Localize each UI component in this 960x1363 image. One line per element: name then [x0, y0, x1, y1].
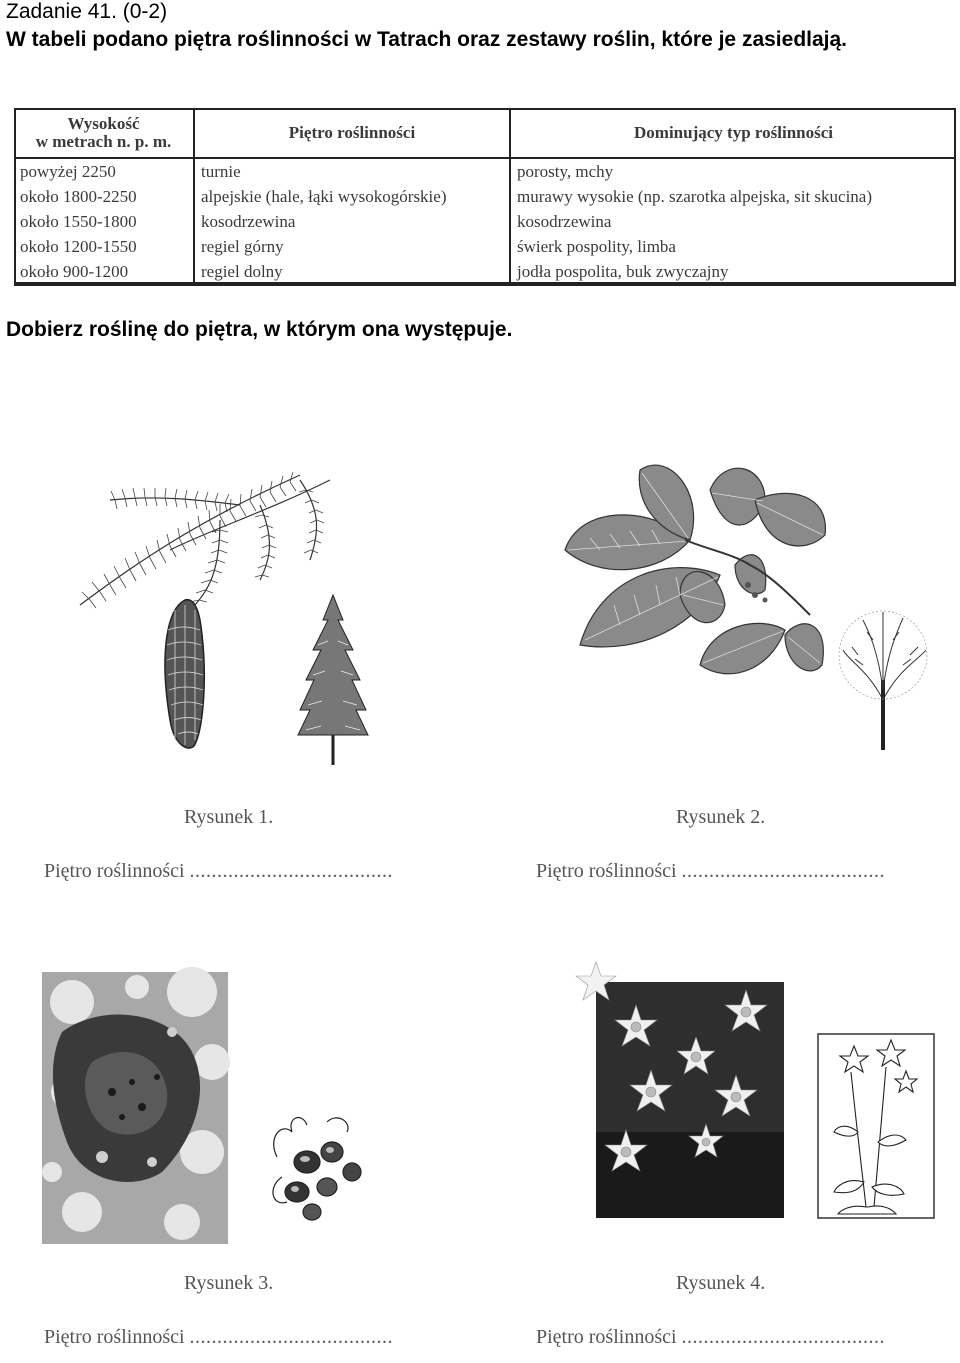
edelweiss-icon	[596, 982, 946, 1222]
figure-1-caption: Rysunek 1.	[184, 806, 274, 828]
cell-zone: regiel dolny	[194, 259, 510, 285]
table-row	[14, 184, 956, 209]
figure-3-caption: Rysunek 3.	[184, 1272, 274, 1294]
answer-label: Piętro roślinności	[44, 860, 185, 882]
cell-dominant: świerk pospolity, limba	[517, 236, 676, 256]
lichen-rock-icon	[42, 972, 372, 1247]
answer-blank[interactable]: .....................................	[681, 1326, 886, 1348]
answer-label: Piętro roślinności	[536, 1326, 677, 1348]
table-row	[14, 209, 956, 234]
instruction: Dobierz roślinę do piętra, w którym ona występuje.	[6, 318, 513, 341]
spruce-branch-cone-tree-icon	[70, 460, 380, 770]
cell-dominant: kosodrzewina	[517, 211, 612, 231]
figure-4-caption: Rysunek 4.	[676, 1272, 766, 1294]
cell-dominant: jodła pospolita, buk zwyczajny	[510, 259, 956, 285]
header-dominant: Dominujący typ roślinności	[510, 108, 956, 158]
beech-leaves-tree-icon	[560, 455, 950, 755]
cell-zone: turnie	[194, 158, 510, 184]
cell-dominant: murawy wysokie (np. szarotka alpejska, sit skucina)	[517, 186, 873, 206]
vegetation-zones-table	[14, 108, 956, 286]
figure-2-caption: Rysunek 2.	[676, 806, 766, 828]
figure-3-answer	[44, 1326, 393, 1349]
cell-altitude: około 900-1200	[14, 259, 194, 285]
task-intro: W tabeli podano piętra roślinności w Tatrach oraz zestawy roślin, które je zasiedlają.	[6, 28, 848, 51]
cell-dominant: porosty, mchy	[517, 161, 614, 181]
header-altitude-line2: w metrach n. p. m.	[35, 131, 172, 151]
cell-altitude: około 1550-1800	[14, 209, 194, 234]
cell-altitude: powyżej 2250	[14, 158, 194, 184]
answer-label: Piętro roślinności	[536, 860, 677, 882]
answer-blank[interactable]: .....................................	[189, 860, 394, 882]
cell-altitude: około 1800-2250	[14, 184, 194, 209]
figure-2-answer	[536, 860, 885, 883]
answer-blank[interactable]: .....................................	[189, 1326, 394, 1348]
task-number: Zadanie 41. (0-2)	[6, 0, 168, 23]
answer-label: Piętro roślinności	[44, 1326, 185, 1348]
cell-zone: alpejskie (hale, łąki wysokogórskie)	[194, 184, 510, 209]
table-row	[14, 259, 956, 285]
answer-blank[interactable]: .....................................	[681, 860, 886, 882]
table-row	[14, 158, 956, 184]
table-row	[14, 234, 956, 259]
header-zone: Piętro roślinności	[194, 108, 510, 158]
figure-1-answer	[44, 860, 393, 883]
cell-zone: regiel górny	[194, 234, 510, 259]
header-altitude	[14, 108, 194, 158]
figure-4-answer	[536, 1326, 885, 1349]
cell-zone: kosodrzewina	[194, 209, 510, 234]
header-altitude-line1: Wysokość	[67, 113, 140, 133]
cell-altitude: około 1200-1550	[14, 234, 194, 259]
